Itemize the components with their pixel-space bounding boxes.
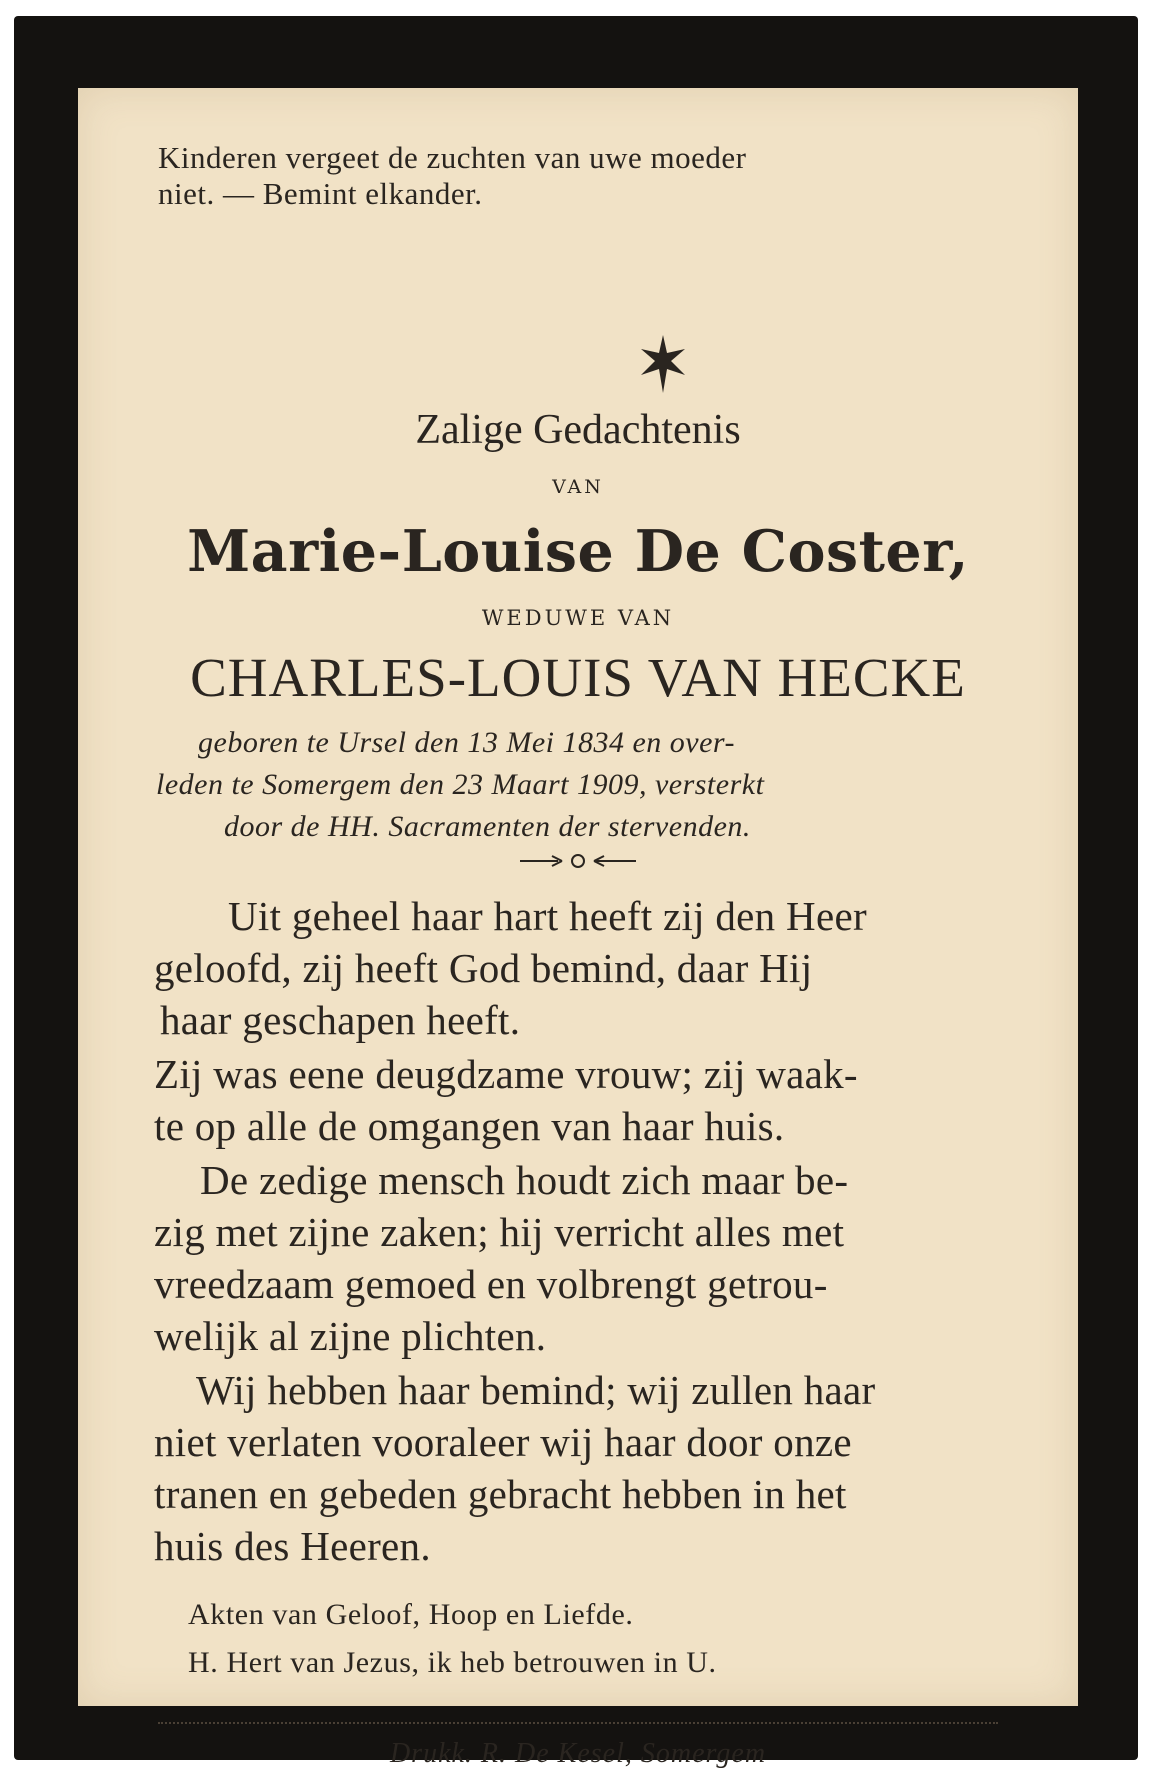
- husband-name: CHARLES-LOUIS VAN HECKE: [190, 647, 966, 708]
- biography-line-1: geboren te Ursel den 13 Mei 1834 en over-: [198, 726, 735, 759]
- body-line-12: tranen en gebeden gebracht hebben in het: [154, 1471, 847, 1517]
- biography-line-3: door de HH. Sacramenten der stervenden.: [224, 810, 751, 843]
- epigraph-line-2: niet. — Bemint elkander.: [158, 176, 483, 211]
- body-line-3: haar geschapen heeft.: [160, 997, 521, 1043]
- body-line-1: Uit geheel haar hart heeft zij den Heer: [228, 893, 867, 939]
- memorial-card: [78, 88, 1078, 1769]
- body-line-4: Zij was eene deugdzame vrouw; zij waak-: [154, 1051, 858, 1097]
- van-label: VAN: [552, 476, 604, 498]
- body-line-6: De zedige mensch houdt zich maar be-: [200, 1157, 849, 1203]
- body-line-2: geloofd, zij heeft God bemind, daar Hij: [154, 945, 813, 991]
- prayer-line-1: Akten van Geloof, Hoop en Liefde.: [188, 1598, 634, 1631]
- body-line-9: welijk al zijne plichten.: [154, 1313, 547, 1359]
- cross-icon: [633, 331, 693, 397]
- deceased-name: Marie-Louise De Coster,: [187, 518, 969, 585]
- printer-credit: Drukk. R. De Kesel, Somergem: [389, 1738, 767, 1769]
- prayer-line-2: H. Hert van Jezus, ik heb betrouwen in U.: [188, 1646, 717, 1679]
- ornament-divider-icon: [518, 850, 638, 872]
- body-line-7: zig met zijne zaken; hij verricht alles met: [154, 1209, 845, 1255]
- dotted-divider: [158, 1722, 998, 1724]
- widow-of-label: WEDUWE VAN: [481, 606, 675, 630]
- body-line-8: vreedzaam gemoed en volbrengt getrou-: [154, 1261, 828, 1307]
- body-line-10: Wij hebben haar bemind; wij zullen haar: [196, 1367, 876, 1413]
- body-line-5: te op alle de omgangen van haar huis.: [154, 1103, 785, 1149]
- epigraph-line-1: Kinderen vergeet de zuchten van uwe moeder: [158, 140, 747, 175]
- body-line-11: niet verlaten vooraleer wij haar door onze: [154, 1419, 852, 1465]
- body-line-13: huis des Heeren.: [154, 1523, 431, 1569]
- heading: Zalige Gedachtenis: [415, 407, 741, 453]
- biography-line-2: leden te Somergem den 23 Maart 1909, versterkt: [156, 768, 765, 801]
